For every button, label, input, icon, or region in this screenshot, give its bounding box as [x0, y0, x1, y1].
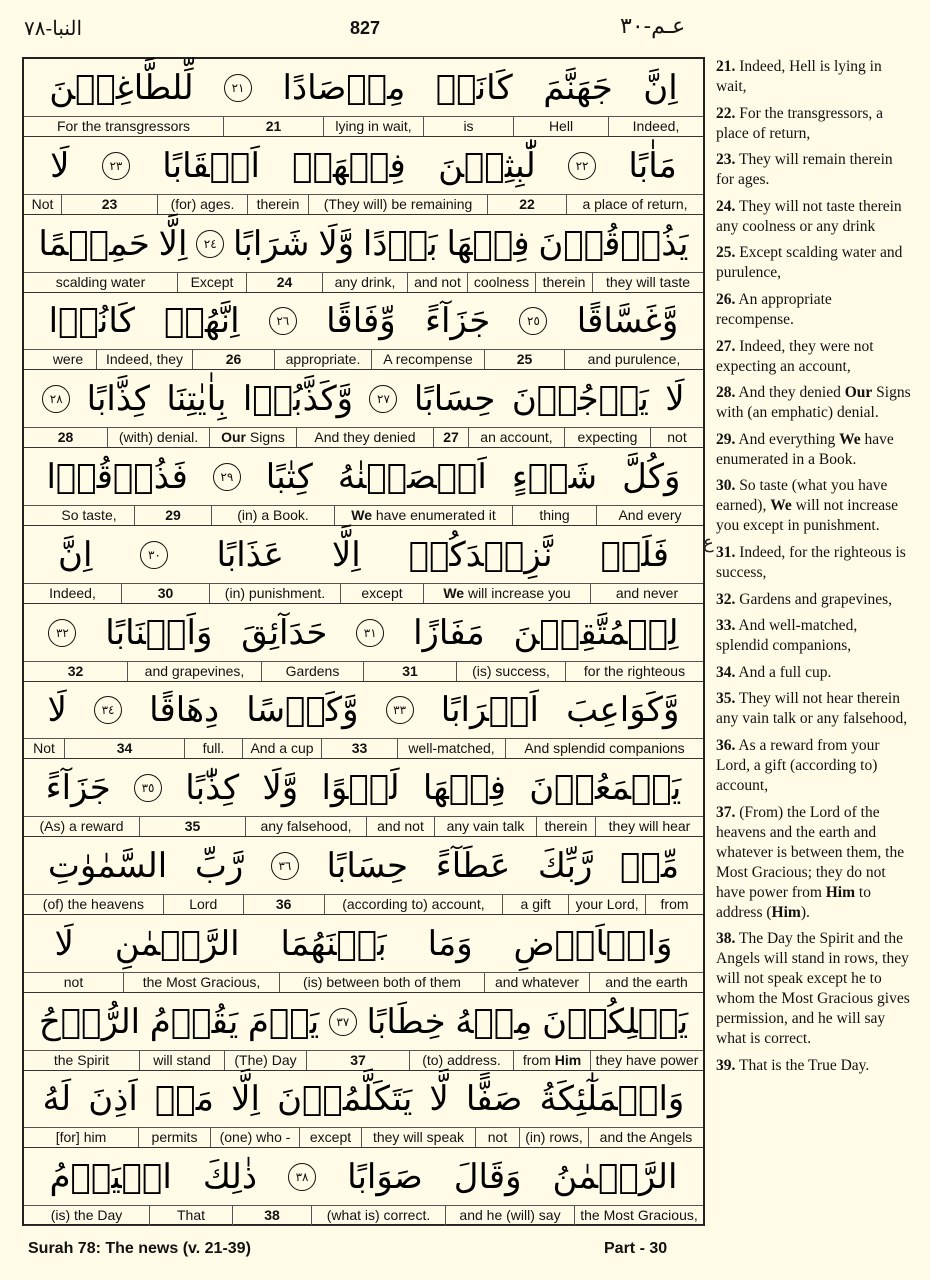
arabic-text-line: [24, 370, 703, 428]
arabic-word: كَانُوۡا: [48, 301, 135, 342]
verse-row: [24, 915, 703, 993]
verse-number-marker: ٢٧: [369, 385, 397, 413]
arabic-text-line: [24, 1148, 703, 1206]
gloss-cell: Not: [33, 740, 55, 757]
gloss-cell: a gift: [502, 895, 568, 914]
gloss-cell: except: [340, 584, 423, 603]
gloss-cell: Indeed, they: [96, 350, 192, 369]
gloss-cell: (is) between both of them: [279, 973, 484, 992]
gloss-cell: an account,: [468, 428, 564, 447]
verse-row: [24, 681, 703, 759]
gloss-cell: (with) denial.: [107, 428, 209, 447]
gloss-line: [24, 427, 703, 447]
verse-number-marker: ٣٧: [329, 1008, 357, 1036]
arabic-word: يَذُوۡقُوۡنَ: [538, 223, 689, 264]
arabic-word: الرَّحۡمٰنُ: [552, 1157, 678, 1198]
translation-verse: 21. Indeed, Hell is lying in wait,: [716, 58, 882, 95]
arabic-word: يَتَكَلَّمُوۡنَ: [277, 1079, 413, 1120]
verse-number-marker: ٢٤: [196, 230, 224, 258]
arabic-word: رَّبِّ: [194, 846, 244, 886]
gloss-cell: and purulence,: [564, 350, 703, 369]
gloss-verse-number: 27: [433, 428, 468, 447]
arabic-word: شَرَابًا: [233, 223, 310, 264]
translation-verse: 28. And they denied Our Signs with (an emphatic) denial.: [716, 384, 911, 422]
gloss-line: [24, 349, 703, 369]
arabic-word: بَرۡدًا: [362, 223, 438, 264]
arabic-word: اَحۡصَيۡنٰهُ: [337, 457, 487, 497]
arabic-word: وَّغَسَّاقًا: [576, 301, 679, 342]
gloss-cell: appropriate.: [274, 350, 371, 369]
page-number: 827: [349, 18, 381, 38]
gloss-cell: not: [650, 428, 703, 447]
gloss-cell: expecting: [564, 428, 650, 447]
gloss-line: [24, 116, 703, 136]
gloss-cell: were: [52, 351, 84, 368]
gloss-cell: they will speak: [361, 1128, 475, 1147]
gloss-verse-number: 35: [139, 817, 245, 836]
translation-verse: 27. Indeed, they were not expecting an account,: [716, 337, 874, 375]
translation-verse: 39. That is the True Day.: [716, 1056, 870, 1074]
arabic-word: ذٰلِكَ: [202, 1157, 258, 1198]
arabic-word: فَذُوۡقُوۡا: [46, 457, 188, 497]
arabic-word: مِرۡصَادًا: [282, 68, 406, 108]
gloss-cell: therein: [535, 273, 592, 292]
gloss-verse-number: 38: [232, 1206, 311, 1225]
verse-number-marker: ٣٢: [48, 619, 76, 647]
arabic-text-line: [24, 292, 703, 350]
gloss-verse-number: 36: [243, 895, 324, 914]
gloss-cell: a place of return,: [566, 195, 703, 214]
arabic-word: جَزَآءً: [45, 768, 111, 809]
arabic-word: فَلَنۡ: [600, 534, 669, 575]
arabic-word: صَوَابًا: [347, 1157, 423, 1198]
arabic-word: وَاَعۡنَابًا: [105, 612, 213, 653]
footer-surah-info: Surah 78: The news (v. 21-39): [28, 1240, 251, 1257]
arabic-text-line: [24, 215, 703, 273]
arabic-word: حِسَابًا: [413, 379, 496, 420]
verse-row: [24, 993, 703, 1071]
arabic-word: خِطَابًا: [366, 1001, 446, 1042]
verse-number-marker: ٣٤: [94, 696, 122, 724]
gloss-cell: (is) the Day: [50, 1207, 123, 1224]
arabic-word: حَدَآئِقَ: [241, 612, 328, 653]
arabic-word: اِلَّا: [331, 534, 361, 575]
arabic-word: حِسَابًا: [326, 846, 409, 886]
translation-verse: 31. Indeed, for the righteous is success,: [716, 543, 906, 581]
arabic-word: فِيۡهَا: [446, 223, 530, 264]
gloss-cell: any drink,: [322, 273, 407, 292]
translation-verse: 24. They will not taste therein any coolness or any drink: [716, 197, 902, 235]
gloss-verse-number: 33: [321, 739, 397, 758]
gloss-cell: coolness: [467, 273, 535, 292]
gloss-cell: your Lord,: [568, 895, 645, 914]
gloss-cell: Lord: [163, 895, 243, 914]
verse-number-marker: ٣٥: [134, 774, 162, 802]
gloss-cell: any vain talk: [434, 817, 536, 836]
gloss-cell: the Spirit: [53, 1051, 110, 1068]
verse-row: [24, 837, 703, 915]
gloss-cell: is: [423, 117, 513, 136]
translation-verse: 23. They will remain therein for ages.: [716, 151, 893, 189]
arabic-word: جَهَنَّمَ: [543, 68, 613, 108]
arabic-word: كِذَّابًا: [86, 379, 150, 420]
arabic-text-line: [24, 915, 703, 973]
gloss-cell: (to) address.: [409, 1051, 513, 1070]
gloss-cell: (They will) be remaining: [308, 195, 487, 214]
gloss-verse-number: 23: [61, 195, 157, 214]
gloss-cell: (according to) account,: [324, 895, 503, 914]
arabic-word: صَفًّا: [465, 1079, 523, 1120]
surah-header-left: النبا-٧٨: [24, 16, 83, 40]
gloss-verse-number: 21: [223, 117, 323, 136]
gloss-cell: from Him: [513, 1051, 590, 1070]
verse-row: [24, 370, 703, 448]
arabic-word: بَيۡنَهُمَا: [280, 923, 387, 964]
gloss-cell: therein: [247, 195, 308, 214]
translation-verse: 37. (From) the Lord of the heavens and the earth and whatever is between them, the Most Gracious; they do not have power from Him to address (Him).: [716, 803, 905, 921]
arabic-word: اِلَّا: [231, 1079, 260, 1120]
gloss-line: [24, 738, 703, 758]
gloss-line: [24, 1050, 703, 1070]
gloss-cell: And a cup: [242, 739, 321, 758]
arabic-word: لَا: [47, 690, 67, 731]
gloss-verse-number: 34: [64, 739, 184, 758]
gloss-cell: We have enumerated it: [334, 506, 512, 525]
gloss-verse-number: 28: [57, 429, 74, 446]
arabic-text-line: [24, 526, 703, 584]
gloss-line: [24, 661, 703, 681]
arabic-word: وَمَا: [427, 923, 473, 964]
verse-row: [24, 137, 703, 215]
gloss-cell: And splendid companions: [505, 739, 703, 758]
gloss-line: [24, 816, 703, 836]
gloss-cell: and the earth: [589, 973, 703, 992]
verse-number-marker: ٢٢: [568, 152, 596, 180]
gloss-verse-number: 25: [484, 350, 564, 369]
arabic-word: لَّا: [429, 1079, 449, 1120]
verse-row: [24, 1148, 703, 1226]
arabic-word: وِّفَاقًا: [326, 301, 396, 342]
gloss-cell: So taste,: [61, 507, 117, 523]
ruku-margin-mark: ع: [703, 532, 714, 553]
arabic-word: وَالۡاَرۡضِ: [513, 923, 673, 964]
gloss-cell: A recompense: [371, 350, 484, 369]
verse-row: [24, 59, 703, 137]
arabic-word: السَّمٰوٰتِ: [47, 846, 168, 886]
arabic-word: فِيۡهَا: [422, 768, 506, 809]
translation-column: [716, 57, 912, 1082]
gloss-cell: they will hear: [595, 817, 703, 836]
arabic-word: اِنَّ: [58, 534, 93, 575]
arabic-word: وَّكَذَّبُوۡا: [242, 379, 354, 420]
verse-row: [24, 526, 703, 604]
arabic-word: دِهَاقًا: [149, 690, 220, 731]
verse-row: [24, 448, 703, 526]
arabic-word: رَّبِّكَ: [537, 846, 593, 886]
gloss-cell: permits: [138, 1128, 210, 1147]
arabic-word: وَالۡمَلٰٓئِكَةُ: [539, 1079, 685, 1120]
gloss-cell: thing: [512, 506, 596, 525]
verse-number-marker: ٣٦: [271, 852, 299, 880]
arabic-text-line: [24, 993, 703, 1051]
arabic-text-line: [24, 1070, 703, 1128]
verse-number-marker: ٢٩: [213, 463, 241, 491]
gloss-cell: Not: [31, 195, 54, 212]
arabic-word: شَىۡءٍ: [511, 457, 598, 497]
translation-verse: 35. They will not hear therein any vain talk or any falsehood,: [716, 690, 908, 728]
gloss-cell: Except: [177, 273, 246, 292]
arabic-word: لَا: [665, 379, 685, 420]
arabic-word: لَا: [54, 923, 74, 964]
gloss-line: [24, 894, 703, 914]
arabic-word: كَانَتۡ: [435, 68, 513, 108]
gloss-cell: will stand: [139, 1051, 224, 1070]
arabic-word: كِذّٰبًا: [185, 768, 240, 809]
gloss-cell: Hell: [513, 117, 608, 136]
arabic-word: مَاٰبًا: [628, 145, 677, 186]
translation-verse: 25. Except scalding water and purulence,: [716, 244, 903, 282]
gloss-cell: full.: [184, 739, 242, 758]
arabic-word: لِلۡمُتَّقِيۡنَ: [513, 612, 679, 653]
gloss-cell: well-matched,: [397, 739, 505, 758]
gloss-cell: the Most Gracious,: [574, 1206, 703, 1225]
gloss-cell: not: [63, 973, 84, 990]
verse-row: [24, 759, 703, 837]
gloss-line: [24, 1205, 703, 1225]
gloss-cell: they will taste: [592, 273, 703, 292]
arabic-text-line: [24, 604, 703, 662]
arabic-word: وَقَالَ: [453, 1157, 522, 1198]
arabic-word: نَّزِيۡدَكُمۡ: [408, 534, 553, 575]
verse-number-marker: ٢٦: [269, 307, 297, 335]
gloss-cell: except: [299, 1128, 361, 1147]
gloss-line: [24, 972, 703, 992]
arabic-text-line: [24, 59, 703, 117]
gloss-cell: And they denied: [296, 428, 433, 447]
arabic-word: اِنَّهُمۡ: [164, 301, 240, 342]
arabic-word: جَزَآءً: [425, 301, 491, 342]
gloss-cell: lying in wait,: [323, 117, 423, 136]
gloss-cell: from: [645, 895, 703, 914]
arabic-word: وَّلَا: [318, 223, 355, 264]
gloss-verse-number: 22: [487, 195, 566, 214]
gloss-cell: scalding water: [55, 273, 146, 290]
verse-number-marker: ٢٨: [42, 385, 70, 413]
arabic-word: وَكُلَّ: [622, 457, 681, 497]
arabic-word: لَهُ: [42, 1079, 72, 1120]
gloss-line: [24, 272, 703, 292]
translation-verse: 33. And well-matched, splendid companions,: [716, 617, 858, 655]
gloss-cell: (of) the heavens: [42, 896, 144, 912]
verse-number-marker: ٢٣: [102, 152, 130, 180]
arabic-word: يَرۡجُوۡنَ: [511, 379, 649, 420]
verse-number-marker: ٣١: [356, 619, 384, 647]
arabic-word: لِّلطَّاغِيۡنَ: [49, 68, 194, 108]
arabic-word: الرَّحۡمٰنِ: [114, 923, 240, 964]
gloss-cell: and not: [366, 817, 434, 836]
arabic-word: لَا: [50, 145, 70, 186]
arabic-word: يَسۡمَعُوۡنَ: [529, 768, 682, 809]
verse-number-marker: ٢٥: [519, 307, 547, 335]
arabic-word: مِّنۡ: [620, 846, 680, 886]
arabic-word: كِتٰبًا: [265, 457, 313, 497]
verse-number-marker: ٣٨: [288, 1163, 316, 1191]
gloss-cell: and grapevines,: [127, 662, 261, 681]
arabic-word: يَوۡمَ: [247, 1001, 320, 1042]
gloss-cell: For the transgressors: [56, 118, 191, 134]
verse-row: [24, 1070, 703, 1148]
arabic-word: لَغۡوًا: [321, 768, 400, 809]
page-header: [0, 0, 930, 52]
arabic-word: حَمِيۡمًا: [38, 223, 150, 264]
gloss-cell: (what is) correct.: [311, 1206, 445, 1225]
gloss-cell: and he (will) say: [445, 1206, 574, 1225]
translation-verse: 30. So taste (what you have earned), We will not increase you except in punishment.: [716, 477, 899, 535]
verse-number-marker: ٣٣: [386, 696, 414, 724]
gloss-cell: (is) success,: [456, 662, 565, 681]
arabic-word: اَحۡقَابًا: [162, 145, 260, 186]
verse-number-marker: ٣٠: [140, 541, 168, 569]
gloss-line: [24, 1127, 703, 1147]
gloss-cell: (The) Day: [224, 1051, 306, 1070]
juz-header-right: عـم-٣٠: [620, 14, 686, 39]
footer-part: Part - 30: [604, 1240, 668, 1257]
gloss-cell: (for) ages.: [157, 195, 247, 214]
gloss-cell: Indeed,: [608, 117, 703, 136]
arabic-word: الرُّوۡحُ: [38, 1001, 141, 1042]
translation-verse: 22. For the transgressors, a place of return,: [716, 104, 884, 142]
arabic-word: اَذِنَ: [88, 1079, 138, 1120]
gloss-cell: and never: [590, 584, 703, 603]
arabic-text-line: [24, 837, 703, 895]
gloss-line: [24, 505, 703, 525]
gloss-cell: And every: [596, 506, 703, 525]
verse-row: [24, 215, 703, 293]
arabic-word: مَفَازًا: [413, 612, 485, 653]
gloss-cell: not: [475, 1128, 519, 1147]
gloss-cell: for the righteous: [565, 662, 703, 681]
arabic-word: اَتۡرَابًا: [440, 690, 539, 731]
gloss-cell: they have power: [590, 1051, 703, 1070]
arabic-word: يَقُوۡمُ: [149, 1001, 239, 1042]
gloss-verse-number: 37: [306, 1051, 409, 1070]
gloss-verse-number: 26: [192, 350, 274, 369]
arabic-word: لّٰبِثِيۡنَ: [438, 145, 536, 186]
gloss-verse-number: 30: [121, 584, 209, 603]
arabic-word: بِاٰيٰتِنَا: [166, 379, 227, 420]
gloss-verse-number: 31: [363, 662, 456, 681]
translation-verse: 32. Gardens and grapevines,: [716, 590, 893, 608]
gloss-cell: Gardens: [261, 662, 363, 681]
gloss-cell: any falsehood,: [245, 817, 366, 836]
gloss-cell: [for] him: [55, 1129, 107, 1146]
translation-verse: 34. And a full cup.: [716, 663, 832, 681]
arabic-word: وَّلَا: [262, 768, 299, 809]
gloss-line: [24, 583, 703, 603]
arabic-word: يَمۡلِكُوۡنَ: [542, 1001, 689, 1042]
arabic-word: وَّكَوَاعِبَ: [566, 690, 680, 731]
gloss-cell: the Most Gracious,: [123, 973, 279, 992]
arabic-text-line: [24, 681, 703, 739]
arabic-word: وَّكَاۡسًا: [246, 690, 359, 731]
gloss-cell: and whatever: [484, 973, 589, 992]
verse-row: [24, 604, 703, 682]
gloss-cell: (in) punishment.: [209, 584, 340, 603]
word-by-word-grid: [22, 57, 705, 1226]
translation-verse: 38. The Day the Spirit and the Angels will stand in rows, they will not speak except he to whom the Most Gracious gives permission, and he will say what is correct.: [716, 930, 910, 1048]
gloss-cell: (in) a Book.: [211, 506, 334, 525]
arabic-word: اِنَّ: [643, 68, 678, 108]
arabic-word: عَطَآءً: [435, 846, 511, 886]
gloss-cell: We will increase you: [423, 584, 590, 603]
translation-verse: 29. And everything We have enumerated in a Book.: [716, 430, 894, 468]
arabic-word: الۡيَوۡمُ: [49, 1157, 172, 1198]
arabic-word: مِنۡهُ: [455, 1001, 533, 1042]
translation-verse: 26. An appropriate recompense.: [716, 290, 832, 328]
verse-number-marker: ٢١: [224, 74, 252, 102]
gloss-verse-number: 29: [134, 506, 211, 525]
arabic-text-line: [24, 137, 703, 195]
gloss-cell: Our Signs: [209, 428, 296, 447]
arabic-text-line: [24, 759, 703, 817]
gloss-cell: and not: [407, 273, 467, 292]
gloss-cell: (As) a reward: [39, 818, 124, 835]
gloss-verse-number: 32: [67, 662, 84, 679]
gloss-verse-number: 24: [246, 273, 322, 292]
gloss-cell: (one) who -: [210, 1128, 299, 1147]
arabic-word: اِلَّا: [158, 223, 188, 264]
arabic-word: مَنۡ: [154, 1079, 214, 1120]
gloss-cell: That: [149, 1206, 232, 1225]
gloss-cell: therein: [536, 817, 595, 836]
verse-row: [24, 292, 703, 370]
translation-verse: 36. As a reward from your Lord, a gift (according to) account,: [716, 736, 880, 794]
gloss-cell: Indeed,: [49, 584, 96, 601]
gloss-cell: and the Angels: [588, 1128, 703, 1147]
arabic-text-line: [24, 448, 703, 506]
arabic-word: فِيۡهَاۤ: [292, 145, 406, 186]
arabic-word: عَذَابًا: [216, 534, 284, 575]
gloss-cell: (in) rows,: [519, 1128, 588, 1147]
gloss-line: [24, 194, 703, 214]
